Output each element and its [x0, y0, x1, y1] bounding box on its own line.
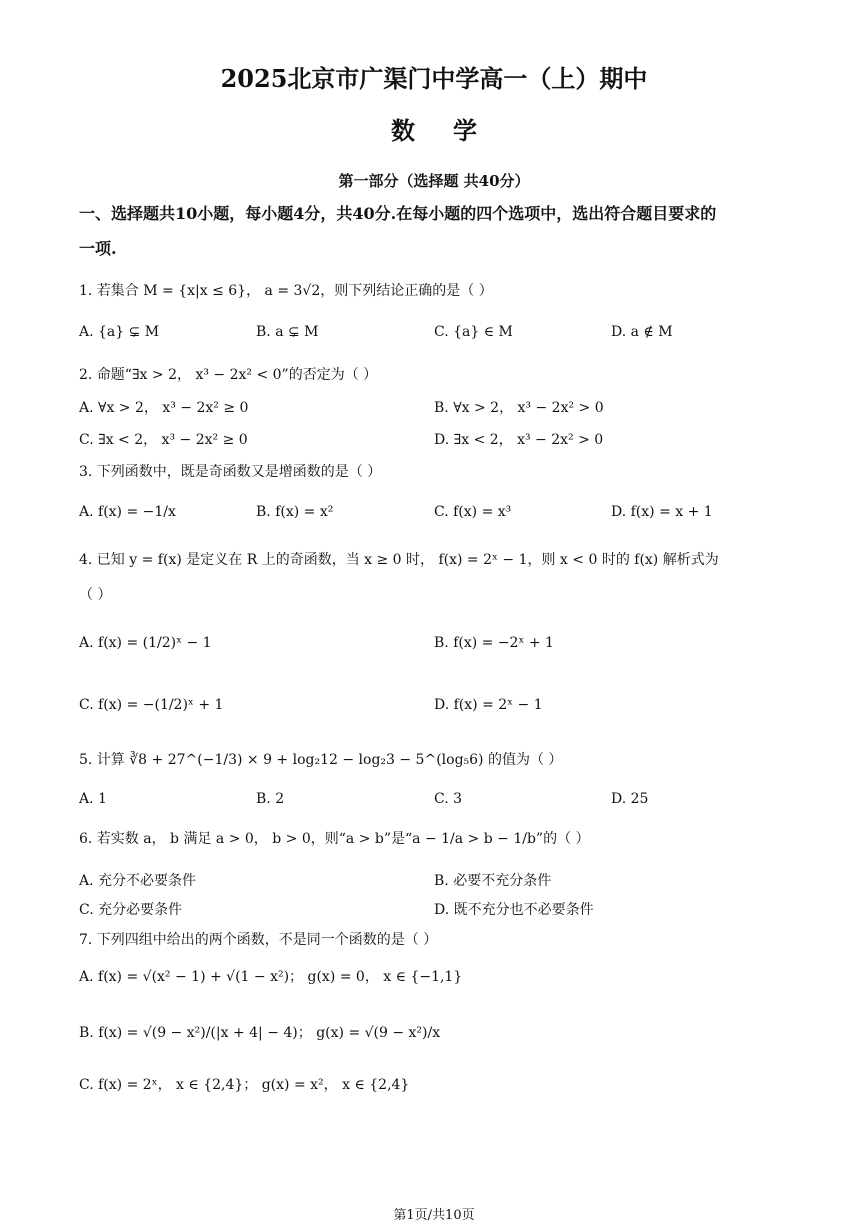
q3-option-c: C. f(x) = x³: [434, 504, 512, 520]
q3-option-d: D. f(x) = x + 1: [611, 504, 713, 520]
q1-option-b: B. a ⊊ M: [256, 324, 319, 340]
question-4-stem-cont: （ ）: [79, 587, 112, 603]
q4-option-a: A. f(x) = (1/2)ˣ − 1: [79, 635, 212, 651]
q6-option-b: B. 必要不充分条件: [434, 873, 552, 889]
question-1-stem: 1. 若集合 M = {x|x ≤ 6}， a = 3√2，则下列结论正确的是（ ）: [79, 283, 493, 299]
section-heading-line1: 一、选择题共10小题，每小题4分，共40分.在每小题的四个选项中，选出符合题目要求的: [79, 204, 717, 223]
q6-option-a: A. 充分不必要条件: [79, 873, 197, 889]
q5-option-b: B. 2: [256, 791, 285, 807]
q4-option-c: C. f(x) = −(1/2)ˣ + 1: [79, 697, 224, 713]
q3-option-b: B. f(x) = x²: [256, 504, 334, 520]
question-7-stem: 7. 下列四组中给出的两个函数，不是同一个函数的是（ ）: [79, 932, 438, 948]
page-title: 2025北京市广渠门中学高一（上）期中: [220, 64, 648, 93]
q6-option-c: C. 充分必要条件: [79, 902, 183, 918]
question-4-stem: 4. 已知 y = f(x) 是定义在 R 上的奇函数，当 x ≥ 0 时， f(x) = 2ˣ − 1，则 x < 0 时的 f(x) 解析式为: [79, 552, 719, 568]
page-number: 第1页/共10页: [393, 1208, 475, 1223]
question-6-stem: 6. 若实数 a， b 满足 a > 0， b > 0，则“a > b”是“a − 1/a > b − 1/b”的（ ）: [79, 831, 590, 847]
q5-option-d: D. 25: [611, 791, 649, 807]
q2-option-d: D. ∃x < 2， x³ − 2x² > 0: [434, 432, 604, 448]
q5-option-c: C. 3: [434, 791, 463, 807]
q3-option-a: A. f(x) = −1/x: [79, 504, 176, 520]
question-5-stem: 5. 计算 ∛8 + 27^(−1/3) × 9 + log₂12 − log₂3 − 5^(log₅6) 的值为（ ）: [79, 752, 563, 768]
q4-option-d: D. f(x) = 2ˣ − 1: [434, 697, 543, 713]
q1-option-a: A. {a} ⊊ M: [79, 324, 160, 340]
q7-option-c: C. f(x) = 2ˣ， x ∈ {2,4}； g(x) = x²， x ∈ {2,4}: [79, 1077, 410, 1093]
q1-option-d: D. a ∉ M: [611, 324, 673, 340]
q4-option-b: B. f(x) = −2ˣ + 1: [434, 635, 554, 651]
question-3-stem: 3. 下列函数中，既是奇函数又是增函数的是（ ）: [79, 464, 382, 480]
section-heading-line2: 一项.: [79, 239, 117, 258]
q6-option-d: D. 既不充分也不必要条件: [434, 902, 594, 918]
q2-option-b: B. ∀x > 2， x³ − 2x² > 0: [434, 400, 604, 416]
q7-option-a: A. f(x) = √(x² − 1) + √(1 − x²)； g(x) = 0， x ∈ {−1,1}: [79, 969, 463, 985]
q2-option-c: C. ∃x < 2， x³ − 2x² ≥ 0: [79, 432, 248, 448]
subject-title: 数学: [391, 116, 515, 145]
q1-option-c: C. {a} ∈ M: [434, 324, 513, 340]
q5-option-a: A. 1: [79, 791, 107, 807]
q2-option-a: A. ∀x > 2， x³ − 2x² ≥ 0: [79, 400, 249, 416]
question-2-stem: 2. 命题“∃x > 2， x³ − 2x² < 0”的否定为（ ）: [79, 367, 378, 383]
q7-option-b: B. f(x) = √(9 − x²)/(|x + 4| − 4)； g(x) = √(9 − x²)/x: [79, 1025, 441, 1041]
part-heading: 第一部分（选择题 共40分）: [338, 172, 530, 190]
